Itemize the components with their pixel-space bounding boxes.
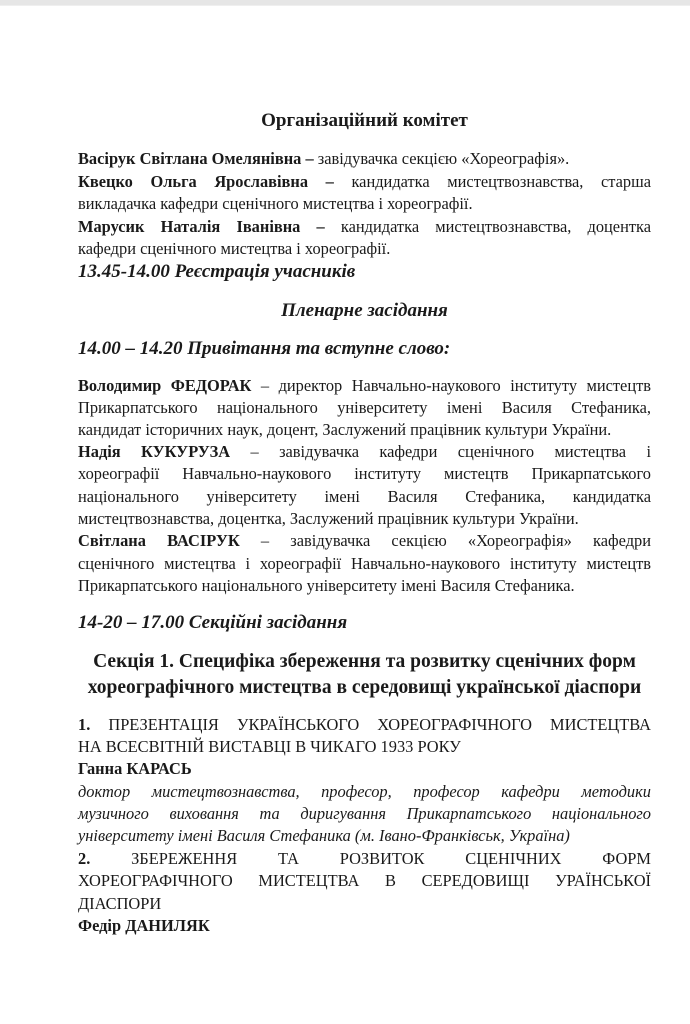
sections-heading: 14-20 – 17.00 Секційні засідання (78, 612, 348, 633)
viewer-top-strip (0, 0, 690, 6)
org-member-cont: кафедри сценічного мистецтва і хореографії. (78, 239, 391, 258)
talk-author: Ганна КАРАСЬ (78, 759, 192, 778)
talk-affiliation: університету імені Василя Стефаника (м. Івано-Франківськ, Україна) (78, 826, 570, 845)
speaker-cont: мистецтвознавства, доцентка, Заслужений працівник культури України. (78, 509, 579, 528)
speaker-name: Володимир ФЕДОРАК (78, 376, 252, 395)
talk-number: 2. (78, 849, 91, 868)
speaker-cont: Прикарпатського національного університету імені Василя Стефаника. (78, 576, 575, 595)
plenary-title: Пленарне засідання (281, 300, 448, 321)
member-name: Марусик Наталія Іванівна (78, 217, 301, 236)
speaker: Надія КУКУРУЗА – завідувачка кафедри сценічного мистецтва і (78, 442, 651, 461)
talk-author: Федір ДАНИЛЯК (78, 916, 210, 935)
speaker-cont: сценічного мистецтва і хореографії Навчально-наукового інституту мистецтв (78, 554, 651, 573)
speaker-cont: кандидат історичних наук, доцент, Заслужений працівник культури України. (78, 420, 612, 439)
welcome-heading: 14.00 – 14.20 Привітання та вступне слово: (78, 338, 451, 359)
talk-affiliation: доктор мистецтвознавства, професор, професор кафедри методики (78, 782, 651, 801)
org-member: Квецко Ольга Ярославівна – кандидатка мистецтвознавства, старша (78, 172, 651, 191)
talk-number: 1. (78, 715, 91, 734)
section-title: хореографічного мистецтва в середовищі української діаспори (87, 677, 642, 698)
talk-affiliation: музичного виховання та диригування Прикарпатського національного (78, 804, 651, 823)
registration-heading: 13.45-14.00 Реєстрація учасників (78, 261, 356, 282)
section-title: Секція 1. Специфіка збереження та розвитку сценічних форм (93, 651, 636, 672)
org-member: Васірук Світлана Омелянівна – завідувачка секцією «Хореографія». (78, 149, 570, 168)
speaker-cont: Прикарпатського національного університету імені Василя Стефаника, (78, 398, 651, 417)
speaker-name: Надія КУКУРУЗА (78, 442, 231, 461)
speaker-cont: національного університету імені Василя Стефаника, кандидатка (78, 487, 651, 506)
speaker: Світлана ВАСІРУК – завідувачка секцією «Хореографія» кафедри (78, 531, 652, 550)
talk-title: 1. ПРЕЗЕНТАЦІЯ УКРАЇНСЬКОГО ХОРЕОГРАФІЧНОГО МИСТЕЦТВА (78, 715, 651, 734)
member-name: Васірук Світлана Омелянівна (78, 149, 302, 168)
org-committee-title: Організаційний комітет (261, 110, 468, 131)
org-member: Марусик Наталія Іванівна – кандидатка мистецтвознавства, доцентка (78, 217, 652, 236)
talk-title: 2. ЗБЕРЕЖЕННЯ ТА РОЗВИТОК СЦЕНІЧНИХ ФОРМ (78, 849, 651, 868)
speaker-cont: хореографії Навчально-наукового інституту мистецтв Прикарпатського (78, 464, 651, 483)
org-member-cont: викладачка кафедри сценічного мистецтва і хореографії. (78, 194, 473, 213)
talk-title-cont: ДІАСПОРИ (78, 894, 162, 913)
speaker-name: Світлана ВАСІРУК (78, 531, 240, 550)
talk-title-cont: ХОРЕОГРАФІЧНОГО МИСТЕЦТВА В СЕРЕДОВИЩІ УРАЇНСЬКОЇ (78, 871, 651, 890)
talk-title-cont: НА ВСЕСВІТНІЙ ВИСТАВЦІ В ЧИКАГО 1933 РОКУ (78, 737, 461, 756)
member-name: Квецко Ольга Ярославівна (78, 172, 309, 191)
speaker: Володимир ФЕДОРАК – директор Навчально-наукового інституту мистецтв (78, 376, 652, 395)
